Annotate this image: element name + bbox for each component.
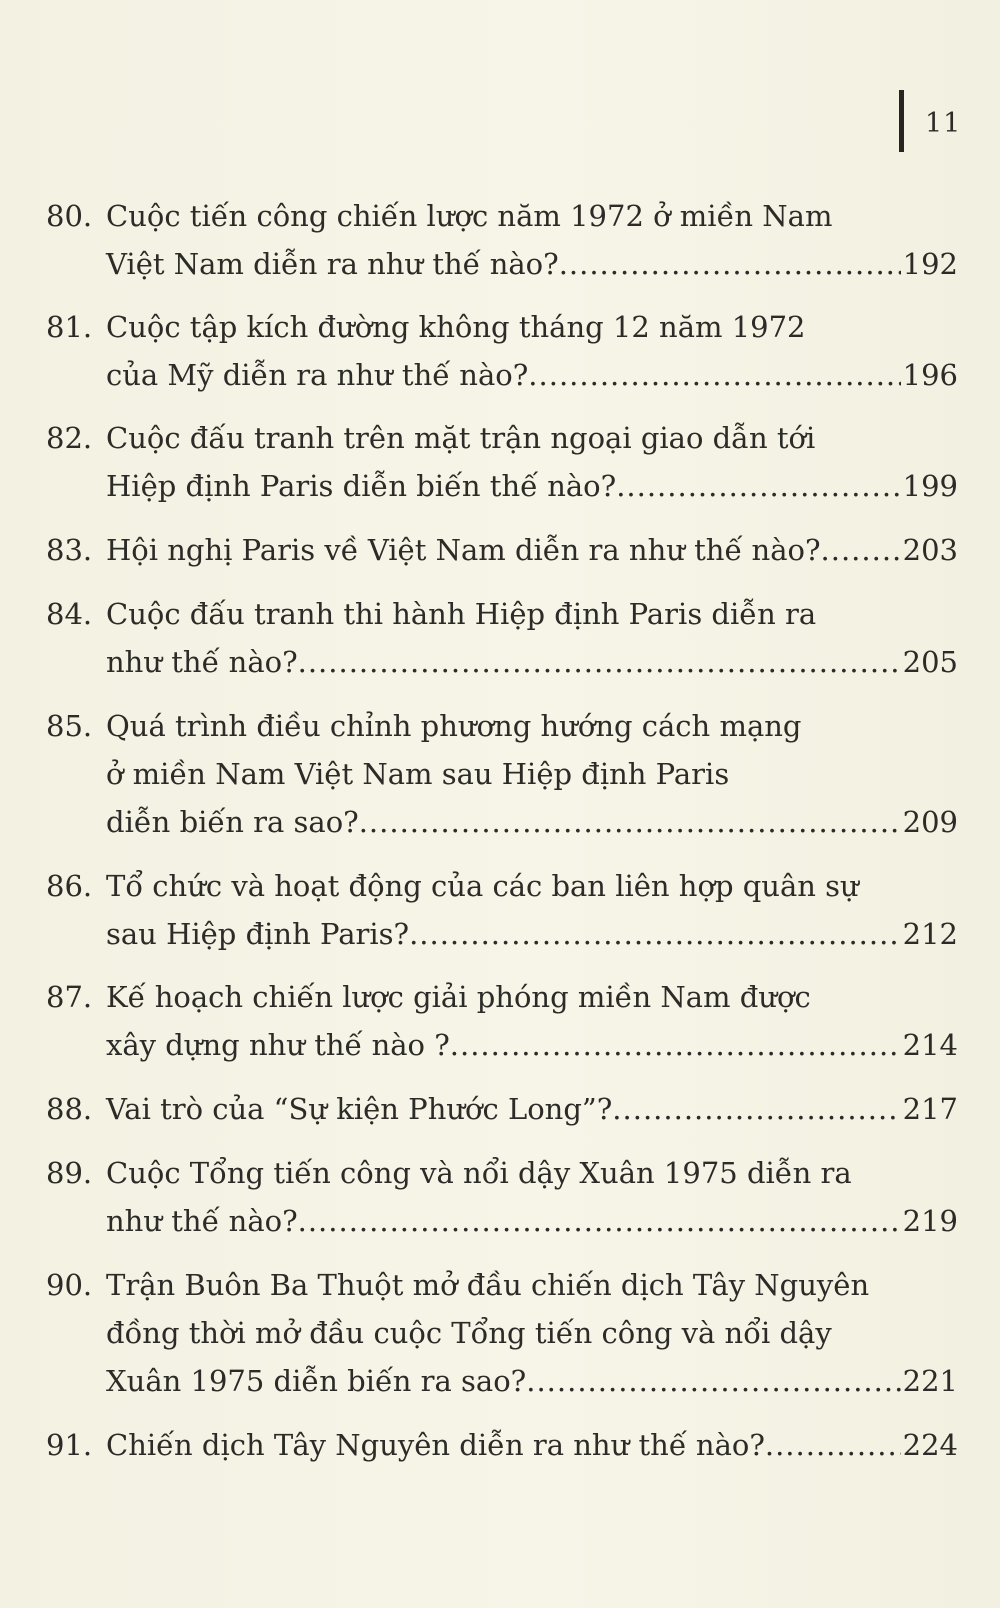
entry-last-line: [46, 240, 958, 288]
entry-title-line: Trận Buôn Ba Thuột mở đầu chiến dịch Tây Nguyên: [106, 1268, 870, 1302]
entry-last-line: [46, 526, 958, 574]
entry-title-line: của Mỹ diễn ra như thế nào?: [106, 358, 529, 392]
toc-entry: [46, 1085, 958, 1133]
dot-leader: [528, 351, 900, 399]
toc-entry: [46, 526, 958, 574]
toc-entry: [46, 1149, 958, 1245]
entry-page-number: 219: [902, 1204, 958, 1238]
toc-entry: [46, 1421, 958, 1469]
entry-number: 84.: [46, 597, 93, 631]
entry-page-number: 192: [902, 247, 958, 281]
entry-last-line: [46, 1421, 958, 1469]
entry-page-number: 217: [902, 1092, 958, 1126]
entry-page-number: 203: [902, 533, 958, 567]
entry-title-line: ở miền Nam Việt Nam sau Hiệp định Paris: [106, 757, 730, 791]
entry-number: 87.: [46, 980, 93, 1014]
entry-last-line: [46, 1357, 958, 1405]
entry-title-line: Hội nghị Paris về Việt Nam diễn ra như thế nào?: [106, 533, 821, 567]
entry-title-line: đồng thời mở đầu cuộc Tổng tiến công và nổi dậy: [106, 1316, 832, 1350]
entry-title-line: diễn biến ra sao?: [106, 805, 359, 839]
page-number: 11: [925, 108, 962, 139]
entry-page-number: 205: [902, 645, 958, 679]
entry-title-line: Xuân 1975 diễn biến ra sao?: [106, 1364, 527, 1398]
entry-title-line: Cuộc tiến công chiến lược năm 1972 ở miền Nam: [106, 199, 833, 233]
entry-page-number: 209: [902, 805, 958, 839]
table-of-contents: [46, 192, 958, 1469]
dot-leader: [450, 1021, 901, 1069]
entry-page-number: 196: [902, 358, 958, 392]
entry-number: 86.: [46, 869, 93, 903]
dot-leader: [526, 1357, 900, 1405]
entry-number: 90.: [46, 1268, 93, 1302]
entry-number: 82.: [46, 421, 93, 455]
entry-number: 85.: [46, 709, 93, 743]
entry-title-line: Cuộc Tổng tiến công và nổi dậy Xuân 1975 diễn ra: [106, 1156, 852, 1190]
entry-title-line: Kế hoạch chiến lược giải phóng miền Nam được: [106, 980, 811, 1014]
entry-title-line: Hiệp định Paris diễn biến thế nào?: [106, 469, 617, 503]
entry-title-line: Cuộc tập kích đường không tháng 12 năm 1972: [106, 310, 806, 344]
toc-entry: [46, 973, 958, 1069]
entry-page-number: 214: [902, 1028, 958, 1062]
entry-title-line: Chiến dịch Tây Nguyên diễn ra như thế nào?: [106, 1428, 765, 1462]
dot-leader: [409, 910, 901, 958]
entry-title-line: Cuộc đấu tranh trên mặt trận ngoại giao dẫn tới: [106, 421, 816, 455]
entry-number: 88.: [46, 1092, 93, 1126]
header-rule: [899, 90, 904, 152]
dot-leader: [616, 462, 900, 510]
entry-number: 91.: [46, 1428, 93, 1462]
entry-title-line: như thế nào?: [106, 645, 298, 679]
dot-leader: [298, 638, 901, 686]
toc-entry: [46, 303, 958, 399]
entry-number: 89.: [46, 1156, 93, 1190]
entry-last-line: [46, 798, 958, 846]
entry-page-number: 212: [902, 917, 958, 951]
dot-leader: [559, 240, 901, 288]
entry-last-line: [46, 638, 958, 686]
dot-leader: [765, 1421, 901, 1469]
dot-leader: [612, 1085, 900, 1133]
entry-page-number: 221: [902, 1364, 958, 1398]
entry-title-line: sau Hiệp định Paris?: [106, 917, 410, 951]
toc-entry: [46, 1261, 958, 1405]
entry-title-line: Quá trình điều chỉnh phương hướng cách mạng: [106, 709, 802, 743]
entry-last-line: [46, 462, 958, 510]
entry-title-line: như thế nào?: [106, 1204, 298, 1238]
dot-leader: [821, 526, 901, 574]
entry-last-line: [46, 1021, 958, 1069]
entry-last-line: [46, 910, 958, 958]
entry-number: 81.: [46, 310, 93, 344]
entry-last-line: [46, 1197, 958, 1245]
entry-number: 83.: [46, 533, 93, 567]
toc-entry: [46, 590, 958, 686]
toc-entry: [46, 702, 958, 846]
entry-page-number: 199: [902, 469, 958, 503]
entry-page-number: 224: [902, 1428, 958, 1462]
entry-title-line: Việt Nam diễn ra như thế nào?: [106, 247, 559, 281]
entry-number: 80.: [46, 199, 93, 233]
toc-entry: [46, 192, 958, 288]
toc-entry: [46, 862, 958, 958]
entry-last-line: [46, 1085, 958, 1133]
entry-title-line: Tổ chức và hoạt động của các ban liên hợp quân sự: [106, 869, 859, 903]
entry-last-line: [46, 351, 958, 399]
entry-title-line: xây dựng như thế nào ?: [106, 1028, 450, 1062]
toc-entry: [46, 414, 958, 510]
entry-title-line: Cuộc đấu tranh thi hành Hiệp định Paris diễn ra: [106, 597, 817, 631]
dot-leader: [298, 1197, 901, 1245]
dot-leader: [359, 798, 901, 846]
entry-title-line: Vai trò của “Sự kiện Phước Long”?: [106, 1092, 613, 1126]
